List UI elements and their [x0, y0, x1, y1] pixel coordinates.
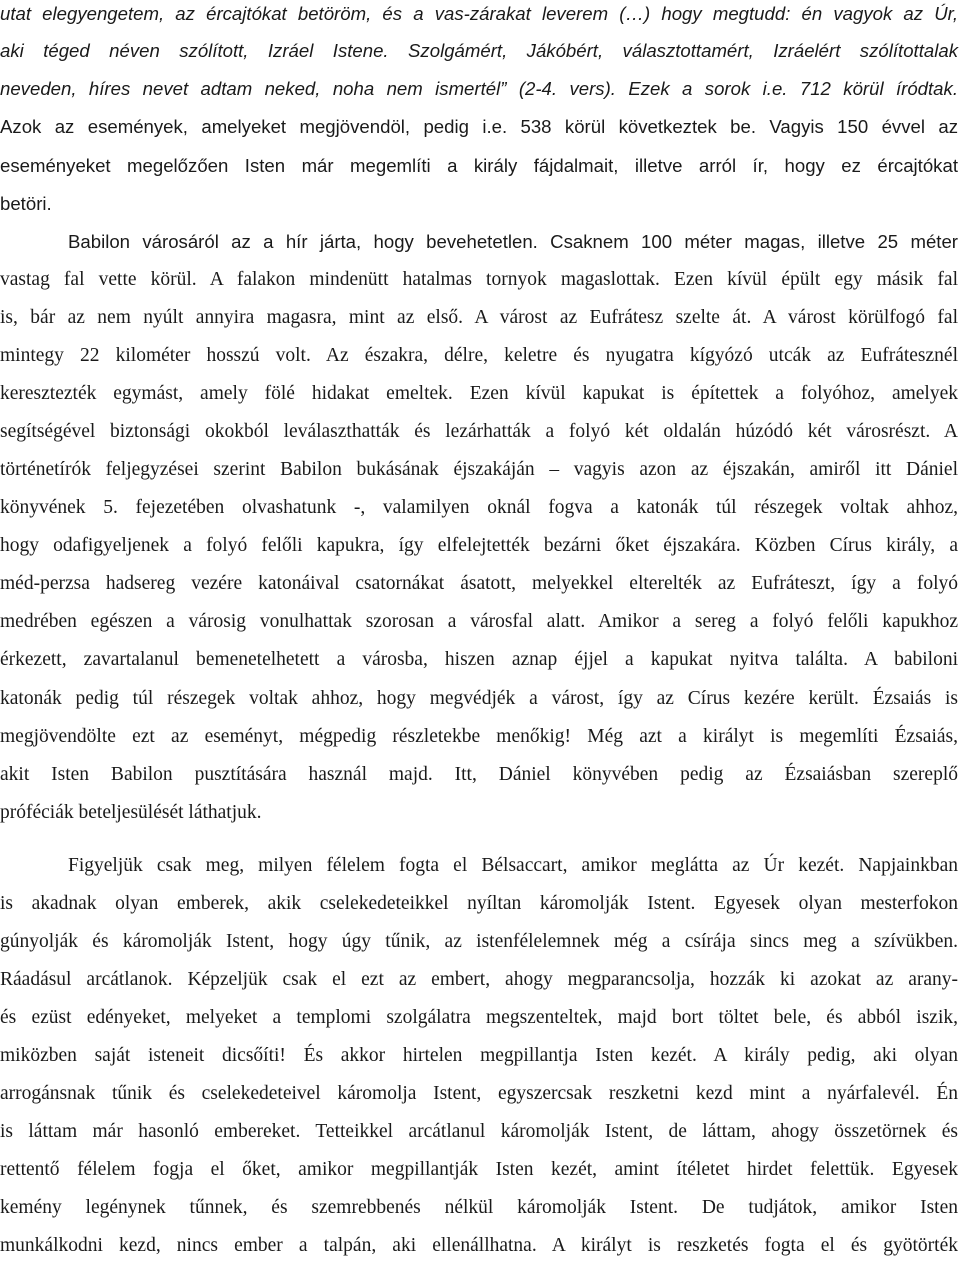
text-line: Ráadásul arcátlanok. Képzeljük csak el ezt az embert, ahogy megparancsolja, hozzák ki azokat az arany-	[0, 969, 958, 990]
text-line: is, bár az nem nyúlt annyira magasra, mint az első. A várost az Eufrátesz szelte át. A várost körülfogó fal	[0, 307, 958, 328]
text-line: munkálkodni kezd, nincs ember a talpán, aki ellenállhatna. A királyt is reszketés fogta el és gyötörték	[0, 1235, 958, 1256]
text-line: Babilon városáról az a hír járta, hogy bevehetetlen. Csaknem 100 méter magas, illetve 25 méter	[68, 231, 958, 252]
text-line: miközben saját isteneit dicsőíti! És akkor hirtelen megpillantja Isten kezét. A király pedig, aki olyan	[0, 1045, 958, 1066]
text-line: keresztezték egymást, amely fölé hidakat emeltek. Ezen kívül kapukat is építettek a folyóhoz, amelyek	[0, 383, 958, 404]
text-line: Figyeljük csak meg, milyen félelem fogta el Bélsaccart, amikor meglátta az Úr kezét. Napjainkban	[68, 855, 958, 876]
text-line: mintegy 22 kilométer hosszú volt. Az északra, délre, keletre és nyugatra kígyózó utcák az Eufrátesznél	[0, 345, 958, 366]
text-line: medrében egészen a városig vonulhattak szorosan a városfal alatt. Amikor a sereg a folyó felőli kapukhoz	[0, 611, 958, 632]
text-line: vastag fal vette körül. A falakon mindenütt hatalmas tornyok magaslottak. Ezen kívül épült egy másik fal	[0, 269, 958, 290]
text-line: aki téged néven szólított, Izráel Istene. Szolgámért, Jákóbért, választottamért, Izráelért szólítottalak	[0, 40, 958, 61]
text-line: betöri.	[0, 193, 52, 214]
text-line: is láttam már hasonló embereket. Tetteikkel arcátlanul káromolják Istent, de láttam, ahogy összetörnek és	[0, 1121, 958, 1142]
text-line: megjövendölte ezt az eseményt, mégpedig részletekbe menőkig! Még azt a királyt is megemlíti Ézsaiás,	[0, 726, 958, 747]
text-line: arrogánsnak tűnik és cselekedeteivel káromolja Istent, egyszercsak reszketni kezd mint a nyárfalevél. Én	[0, 1083, 958, 1104]
text-line: történetírók feljegyzései szerint Babilon bukásának éjszakáján – vagyis azon az éjszakán, amiről itt Dániel	[0, 459, 958, 480]
text-line: hogy odafigyeljenek a folyó felőli kapukra, így elfelejtették bezárni őket éjszakára. Közben Círus király, a	[0, 535, 958, 556]
text-line: akit Isten Babilon pusztítására használ majd. Itt, Dániel könyvében pedig az Ézsaiásban szereplő	[0, 764, 958, 785]
text-line: eseményeket megelőzően Isten már megemlíti a király fájdalmait, illetve arról ír, hogy ez ércajtókat	[0, 155, 958, 176]
text-line: próféciák beteljesülését láthatjuk.	[0, 802, 262, 823]
text-line: érkezett, zavartalanul bemenetelhetett a városba, hiszen aznap éjjel a kapukat nyitva találta. A babiloni	[0, 649, 958, 670]
text-line: és ezüst edényeket, melyeket a templomi szolgálatra megszenteltek, majd bort töltet bele, és abból iszik,	[0, 1007, 958, 1028]
text-line: kemény legénynek tűnnek, és szemrebbenés nélkül káromolják Istent. De tudjátok, amikor Isten	[0, 1197, 958, 1218]
text-line: is akadnak olyan emberek, akik cselekedeteikkel nyíltan káromolják Istent. Egyesek olyan mesterfokon	[0, 893, 958, 914]
text-line: utat elegyengetem, az ércajtókat betöröm, és a vas-zárakat leverem (…) hogy megtudd: én vagyok az Úr,	[0, 3, 958, 24]
text-line: katonák pedig túl részegek voltak ahhoz, hogy megvédjék a várost, így az Círus kezére került. Ézsaiás is	[0, 688, 958, 709]
text-line: gúnyolják és káromolják Istent, hogy úgy tűnik, az istenfélelemnek még a csírája sincs meg a szívükben.	[0, 931, 958, 952]
text-line: Azok az események, amelyeket megjövendöl, pedig i.e. 538 körül következtek be. Vagyis 150 évvel az	[0, 116, 958, 137]
text-line: méd-perzsa hadsereg vezére katonáival csatornákat ásatott, melyekkel elterelték az Eufráteszt, így a folyó	[0, 573, 958, 594]
text-line: rettentő félelem fogja el őket, amikor megpillantják Isten kezét, amint ítéletet hirdet felettük. Egyesek	[0, 1159, 958, 1180]
text-line: könyvének 5. fejezetében olvashatunk -, valamilyen oknál fogva a katonák túl részegek voltak ahhoz,	[0, 497, 958, 518]
text-line: segítségével biztonsági okokból leválaszthatták és lezárhatták a folyó két oldalán húzódó két városrészt. A	[0, 421, 958, 442]
text-line: neveden, híres nevet adtam neked, noha nem ismertél” (2-4. vers). Ezek a sorok i.e. 712 körül íródtak.	[0, 78, 958, 99]
